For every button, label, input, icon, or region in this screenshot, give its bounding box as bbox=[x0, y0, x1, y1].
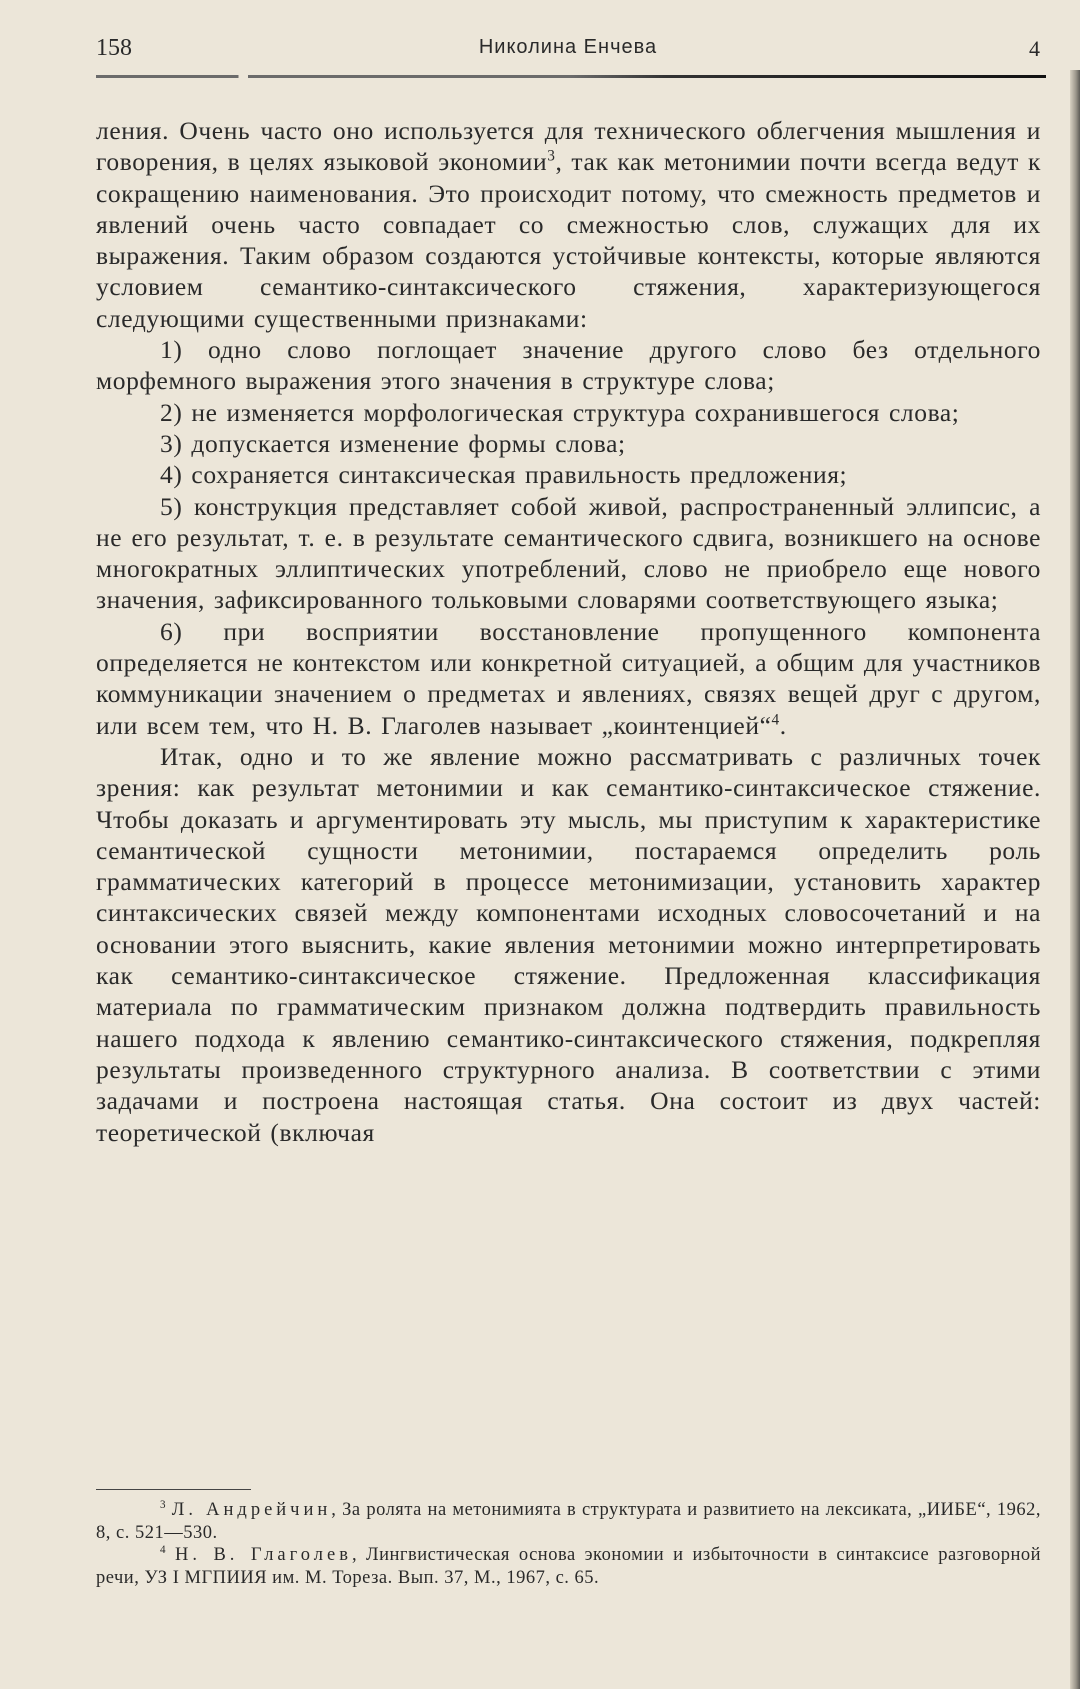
paragraph-intro-text-cont: , так как метонимии почти всегда ведут к сокращению наименования. Это происходит потому, что смежность предметов и явлений очень часто совпадает со смежностью слов, служащих для их выражения. Таким образом создаются устойчивые контексты, которые являются условием семантико-синтаксического стяжения, характеризующегося следующими существенными признаками: bbox=[96, 147, 1041, 333]
footnote-ref-3: 3 bbox=[547, 147, 556, 165]
list-item-3: 3) допускается изменение формы слова; bbox=[160, 428, 626, 458]
book-spine-shadow bbox=[1070, 70, 1080, 1689]
footnote-author: Л. Андрейчин bbox=[171, 1500, 332, 1520]
footnote-text: , Лингвистическая основа экономии и избыточности в синтаксисе разговорной речи, УЗ I МГПИИЯ им. М. Тореза. Вып. 37, М., 1967, с. 65. bbox=[96, 1545, 1041, 1588]
paragraph-intro-text: ления. Очень часто оно используется для технического облегчения мышления и говорения, в целях языковой экономии bbox=[96, 116, 1041, 177]
footnote-4 bbox=[96, 1544, 1041, 1589]
list-item-5: 5) конструкция представляет собой живой, распространенный эллипсис, а не его результат, т. е. в результате семантического сдвига, возникшего на основе многократных эллиптических употреблений, слово не приобрело еще нового значения, зафиксированного тольковыми словарями соответствующего языка; bbox=[96, 491, 1041, 615]
page-header bbox=[96, 30, 1040, 70]
footnote-number: 3 bbox=[160, 1498, 167, 1511]
section-number: 4 bbox=[1029, 36, 1040, 61]
footnote-author: Н. В. Глаголев bbox=[175, 1545, 352, 1565]
footnote-3 bbox=[96, 1499, 1041, 1544]
footnote-number: 4 bbox=[160, 1543, 167, 1556]
paragraph-main: Итак, одно и то же явление можно рассматривать с различных точек зрения: как результат метонимии и как семантико-синтаксическое стяжение. Чтобы доказать и аргументировать эту мысль, мы приступим к характеристике семантической сущности метонимии, постараемся определить роль грамматических категорий в процессе метонимизации, установить характер синтаксических связей между компонентами исходных словосочетаний и на основании этого выяснить, какие явления метонимии можно интерпретировать как семантико-синтаксическое стяжение. Предложенная классификация материала по грамматическим признаком должна подтвердить правильность нашего подхода к явлению семантико-синтаксического стяжения, подкрепляя результаты произведенного структурного анализа. В соответствии с этими задачами и построена настоящая статья. Она состоит из двух частей: теоретической (включая bbox=[96, 741, 1041, 1147]
paragraph-intro bbox=[96, 115, 1041, 334]
list-item-6 bbox=[96, 616, 1041, 741]
footnotes bbox=[96, 1499, 1041, 1589]
list-item-1: 1) одно слово поглощает значение другого слово без отдельного морфемного выражения этого значения в структуре слова; bbox=[96, 335, 1041, 396]
list-item-6-text: 6) при восприятии восстановление пропущенного компонента определяется не контекстом или конкретной ситуацией, а общим для участников коммуникации значением о предметах и явлениях, связях вещей друг с другом, или всем тем, что Н. В. Глаголев называет „коинтенцией“ bbox=[96, 616, 1041, 740]
running-title: Николина Енчева bbox=[478, 36, 658, 58]
footnote-text: , За ролята на метонимията в структурата и развитието на лексиката, „ИИБЕ“, 1962, 8, с. 521—530. bbox=[96, 1500, 1042, 1543]
list-item-4: 4) сохраняется синтаксическая правильность предложения; bbox=[160, 460, 848, 490]
footnote-rule bbox=[96, 1489, 251, 1490]
header-rule bbox=[96, 75, 1046, 78]
page-number: 158 bbox=[96, 35, 132, 61]
body-text bbox=[96, 115, 1041, 1148]
list-item-6-end: . bbox=[779, 710, 787, 740]
footnote-ref-4: 4 bbox=[771, 711, 780, 729]
list-item-2: 2) не изменяется морфологическая структура сохранившегося слова; bbox=[160, 397, 960, 427]
